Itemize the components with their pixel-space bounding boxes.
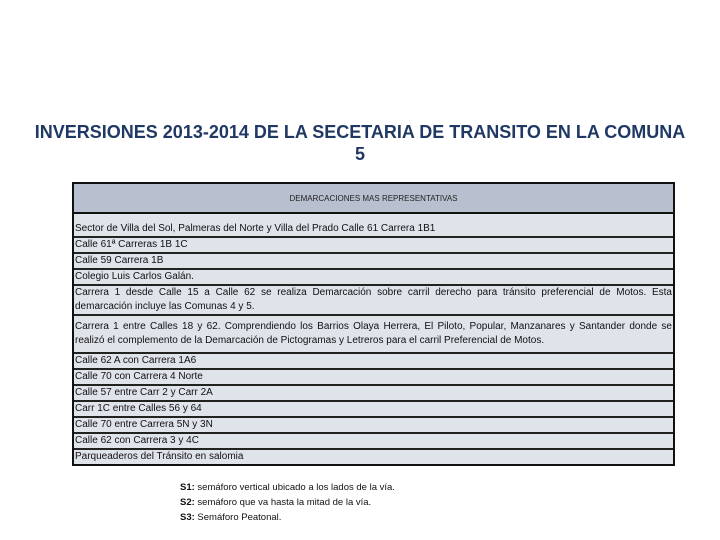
table-row: Calle 62 A con Carrera 1A6: [74, 354, 673, 370]
note-s3: [180, 510, 395, 525]
table-row: Calle 70 entre Carrera 5N y 3N: [74, 418, 673, 434]
table-row: Parqueaderos del Tránsito en salomia: [75, 451, 244, 462]
table-row: Carrera 1 entre Calles 18 y 62. Comprendiendo los Barrios Olaya Herrera, El Piloto, Popular, Manzanares y Santander donde se realizó el complemento de la Demarcación de Pictogramas y Letreros para el carril Preferencial de Motos.: [74, 316, 673, 354]
page-title: INVERSIONES 2013-2014 DE LA SECETARIA DE TRANSITO EN LA COMUNA 5: [34, 122, 686, 164]
table-row: Carr 1C entre Calles 56 y 64: [74, 402, 673, 418]
table-row: Carrera 1 desde Calle 15 a Calle 62 se realiza Demarcación sobre carril derecho para tránsito preferencial de Motos. Esta demarcación incluye las Comunas 4 y 5.: [74, 286, 673, 316]
demarcaciones-table: [72, 182, 675, 466]
table-row: Calle 70 con Carrera 4 Norte: [74, 370, 673, 386]
table-header: DEMARCACIONES MAS REPRESENTATIVAS: [74, 184, 673, 214]
table-row: Colegio Luis Carlos Galán.: [74, 270, 673, 286]
note-key: S1:: [180, 482, 195, 493]
note-key: S3:: [180, 512, 195, 523]
note-s2: [180, 495, 395, 510]
note-text: Semáforo Peatonal.: [194, 512, 282, 523]
note-text: semáforo que va hasta la mitad de la vía.: [194, 497, 372, 508]
table-row: Calle 61ª Carreras 1B 1C: [74, 238, 673, 254]
note-text: semáforo vertical ubicado a los lados de la vía.: [194, 482, 395, 493]
note-s1: [180, 480, 395, 495]
table-row: Calle 57 entre Carr 2 y Carr 2A: [74, 386, 673, 402]
table-row: Sector de Villa del Sol, Palmeras del Norte y Villa del Prado Calle 61 Carrera 1B1: [74, 214, 673, 238]
table-row: Calle 59 Carrera 1B: [74, 254, 673, 270]
legend-notes: [180, 480, 395, 525]
note-key: S2:: [180, 497, 195, 508]
table-row: Calle 62 con Carrera 3 y 4C: [74, 434, 673, 450]
